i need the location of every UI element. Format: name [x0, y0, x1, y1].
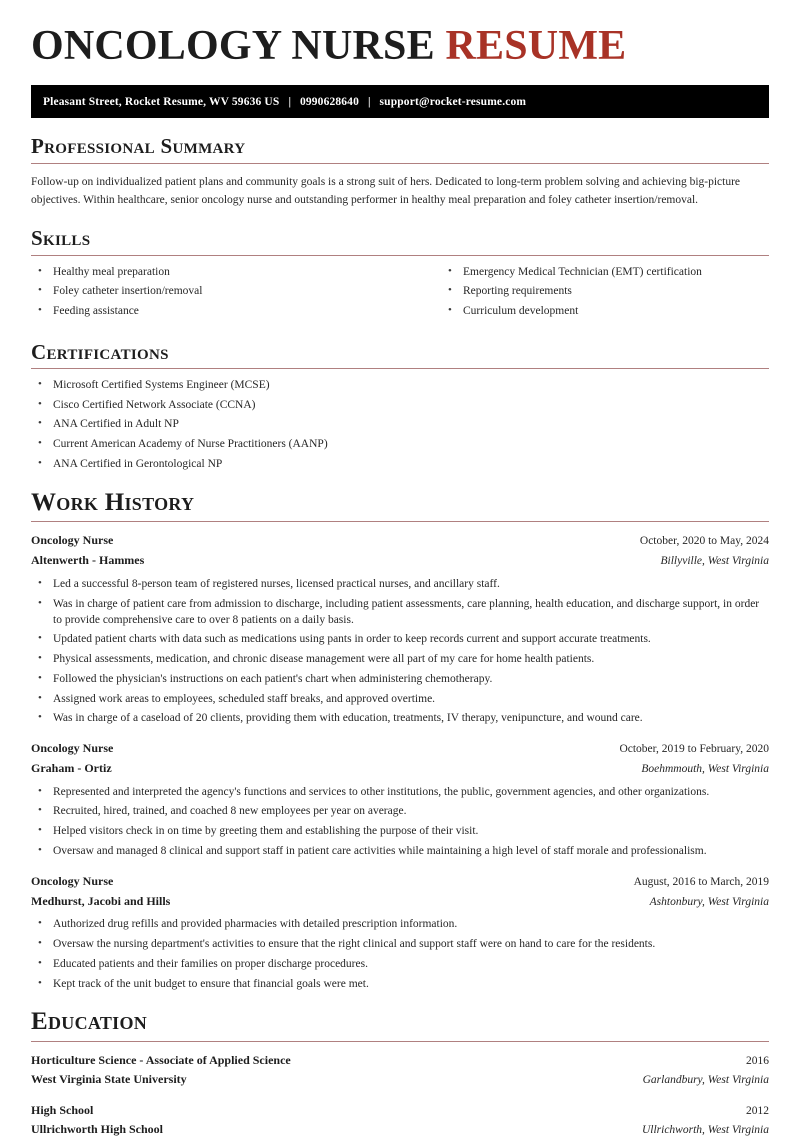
list-item: • Updated patient charts with data such as medications using pants in order to keep records current and support accurate treatments. [31, 632, 769, 648]
work-entry-title-row [31, 872, 769, 892]
work-entry-company-row [31, 892, 769, 912]
list-item: • Represented and interpreted the agency's functions and services to other institutions, the public, government agencies, and other organizations. [31, 785, 769, 801]
school-name: West Virginia State University [31, 1072, 187, 1087]
education-school-row [31, 1070, 769, 1089]
list-item: • Recruited, hired, trained, and coached 8 new employees per year on average. [31, 804, 769, 820]
page-title-main: ONCOLOGY NURSE [31, 23, 446, 69]
school-location: Ullrichworth, West Virginia [641, 1124, 769, 1137]
skills-column-left [31, 265, 400, 324]
section-divider [31, 163, 769, 164]
job-title: Oncology Nurse [31, 873, 114, 888]
contact-separator: | [288, 95, 291, 108]
list-item: • Feeding assistance [31, 304, 400, 320]
work-entry-bullets [31, 577, 769, 727]
list-item: • ANA Certified in Adult NP [31, 417, 769, 433]
education-degree-row [31, 1101, 769, 1120]
list-item: • Curriculum development [441, 304, 769, 320]
list-item: • Oversaw and managed 8 clinical and support staff in patient care activities while maintaining a high level of staff morale and professionalism. [31, 844, 769, 860]
skills-column-right [400, 265, 769, 324]
contact-bar [31, 85, 769, 118]
list-item: • Kept track of the unit budget to ensure that financial goals were met. [31, 977, 769, 993]
list-item: • Emergency Medical Technician (EMT) certification [441, 265, 769, 281]
contact-separator: | [367, 95, 371, 108]
list-item: • Current American Academy of Nurse Practitioners (AANP) [31, 437, 769, 453]
job-title: Oncology Nurse [31, 741, 114, 756]
page-title [31, 0, 769, 69]
section-heading-education: Education [31, 1008, 148, 1036]
job-dates: October, 2020 to May, 2024 [639, 535, 769, 548]
degree-name: Horticulture Science - Associate of Applied Science [31, 1053, 291, 1068]
section-divider [31, 368, 769, 369]
company-name: Altenwerth - Hammes [31, 553, 145, 568]
summary-text: Follow-up on individualized patient plans and community goals is a strong suit of hers. Dedicated to long-term problem solving and achieving big-picture objectives. Within healthcare, senior oncology nurse and outstanding performer in healthy meal preparation and foley catheter insertion/removal. [31, 175, 741, 207]
section-skills [31, 226, 769, 323]
education-degree-row [31, 1051, 769, 1070]
job-dates: October, 2019 to February, 2020 [619, 743, 769, 756]
section-heading-certifications: Certifications [31, 339, 169, 364]
section-divider [31, 1041, 769, 1042]
work-entry-company-row [31, 759, 769, 779]
list-item: • Was in charge of patient care from admission to discharge, including patient assessments, care planning, health education, and discharge support, in order to provide comprehensive care to over 8 patients on a daily basis. [31, 597, 769, 629]
education-year: 2016 [746, 1055, 769, 1068]
job-dates: August, 2016 to March, 2019 [633, 875, 769, 888]
list-item: • Educated patients and their families on proper discharge procedures. [31, 957, 769, 973]
company-name: Medhurst, Jacobi and Hills [31, 893, 171, 908]
list-item: • ANA Certified in Gerontological NP [31, 457, 769, 473]
page-title-accent: RESUME [445, 23, 627, 69]
list-item: • Oversaw the nursing department's activities to ensure that the right clinical and support staff were on hand to care for the residents. [31, 937, 769, 953]
list-item: • Led a successful 8-person team of registered nurses, licensed practical nurses, and ancillary staff. [31, 577, 769, 593]
section-heading-work-history: Work History [31, 488, 195, 516]
section-divider [31, 521, 769, 522]
work-entry-company-row [31, 551, 769, 571]
job-title: Oncology Nurse [31, 533, 114, 548]
job-location: Billyville, West Virginia [660, 555, 769, 568]
school-name: Ullrichworth High School [31, 1122, 164, 1137]
list-item: • Authorized drug refills and provided pharmacies with detailed prescription information. [31, 917, 769, 933]
section-certifications [31, 340, 769, 473]
work-entry-title-row [31, 531, 769, 551]
list-item: • Helped visitors check in on time by greeting them and establishing the purpose of their visit. [31, 824, 769, 840]
work-entry [31, 531, 769, 727]
skills-list-right [441, 265, 769, 320]
section-heading-skills: Skills [31, 226, 91, 251]
certifications-list [31, 378, 769, 473]
education-year: 2012 [746, 1104, 769, 1117]
section-professional-summary [31, 134, 769, 210]
job-location: Ashtonbury, West Virginia [649, 895, 769, 908]
work-entry-title-row [31, 739, 769, 759]
school-location: Garlandbury, West Virginia [642, 1074, 769, 1087]
work-entry [31, 739, 769, 860]
list-item: • Physical assessments, medication, and chronic disease management were all part of my care for home health patients. [31, 652, 769, 668]
skills-columns [31, 265, 769, 324]
section-heading-summary: Professional Summary [31, 134, 246, 159]
work-entry-bullets [31, 917, 769, 992]
contact-address: Pleasant Street, Rocket Resume, WV 59636 US [43, 95, 280, 108]
education-school-row [31, 1120, 769, 1139]
section-divider [31, 255, 769, 256]
section-education [31, 1008, 769, 1139]
skills-list-left [31, 265, 400, 320]
list-item: • Reporting requirements [441, 284, 769, 300]
list-item: • Assigned work areas to employees, scheduled staff breaks, and approved overtime. [31, 692, 769, 708]
work-entry-bullets [31, 785, 769, 860]
list-item: • Foley catheter insertion/removal [31, 284, 400, 300]
section-work-history [31, 489, 769, 993]
company-name: Graham - Ortiz [31, 760, 112, 775]
job-location: Boehmmouth, West Virginia [641, 762, 769, 775]
list-item: • Microsoft Certified Systems Engineer (MCSE) [31, 378, 769, 394]
list-item: • Cisco Certified Network Associate (CCNA) [31, 398, 769, 414]
contact-phone[interactable]: 0990628640 [299, 95, 359, 108]
education-entry [31, 1101, 769, 1140]
contact-email[interactable]: support@rocket-resume.com [379, 95, 527, 108]
education-entry [31, 1051, 769, 1090]
degree-name: High School [31, 1102, 94, 1117]
list-item: • Followed the physician's instructions on each patient's chart when administering chemotherapy. [31, 672, 769, 688]
work-entry [31, 872, 769, 993]
list-item: • Was in charge of a caseload of 20 clients, providing them with education, treatments, IV therapy, venipuncture, and wound care. [31, 711, 769, 727]
list-item: • Healthy meal preparation [31, 265, 400, 281]
